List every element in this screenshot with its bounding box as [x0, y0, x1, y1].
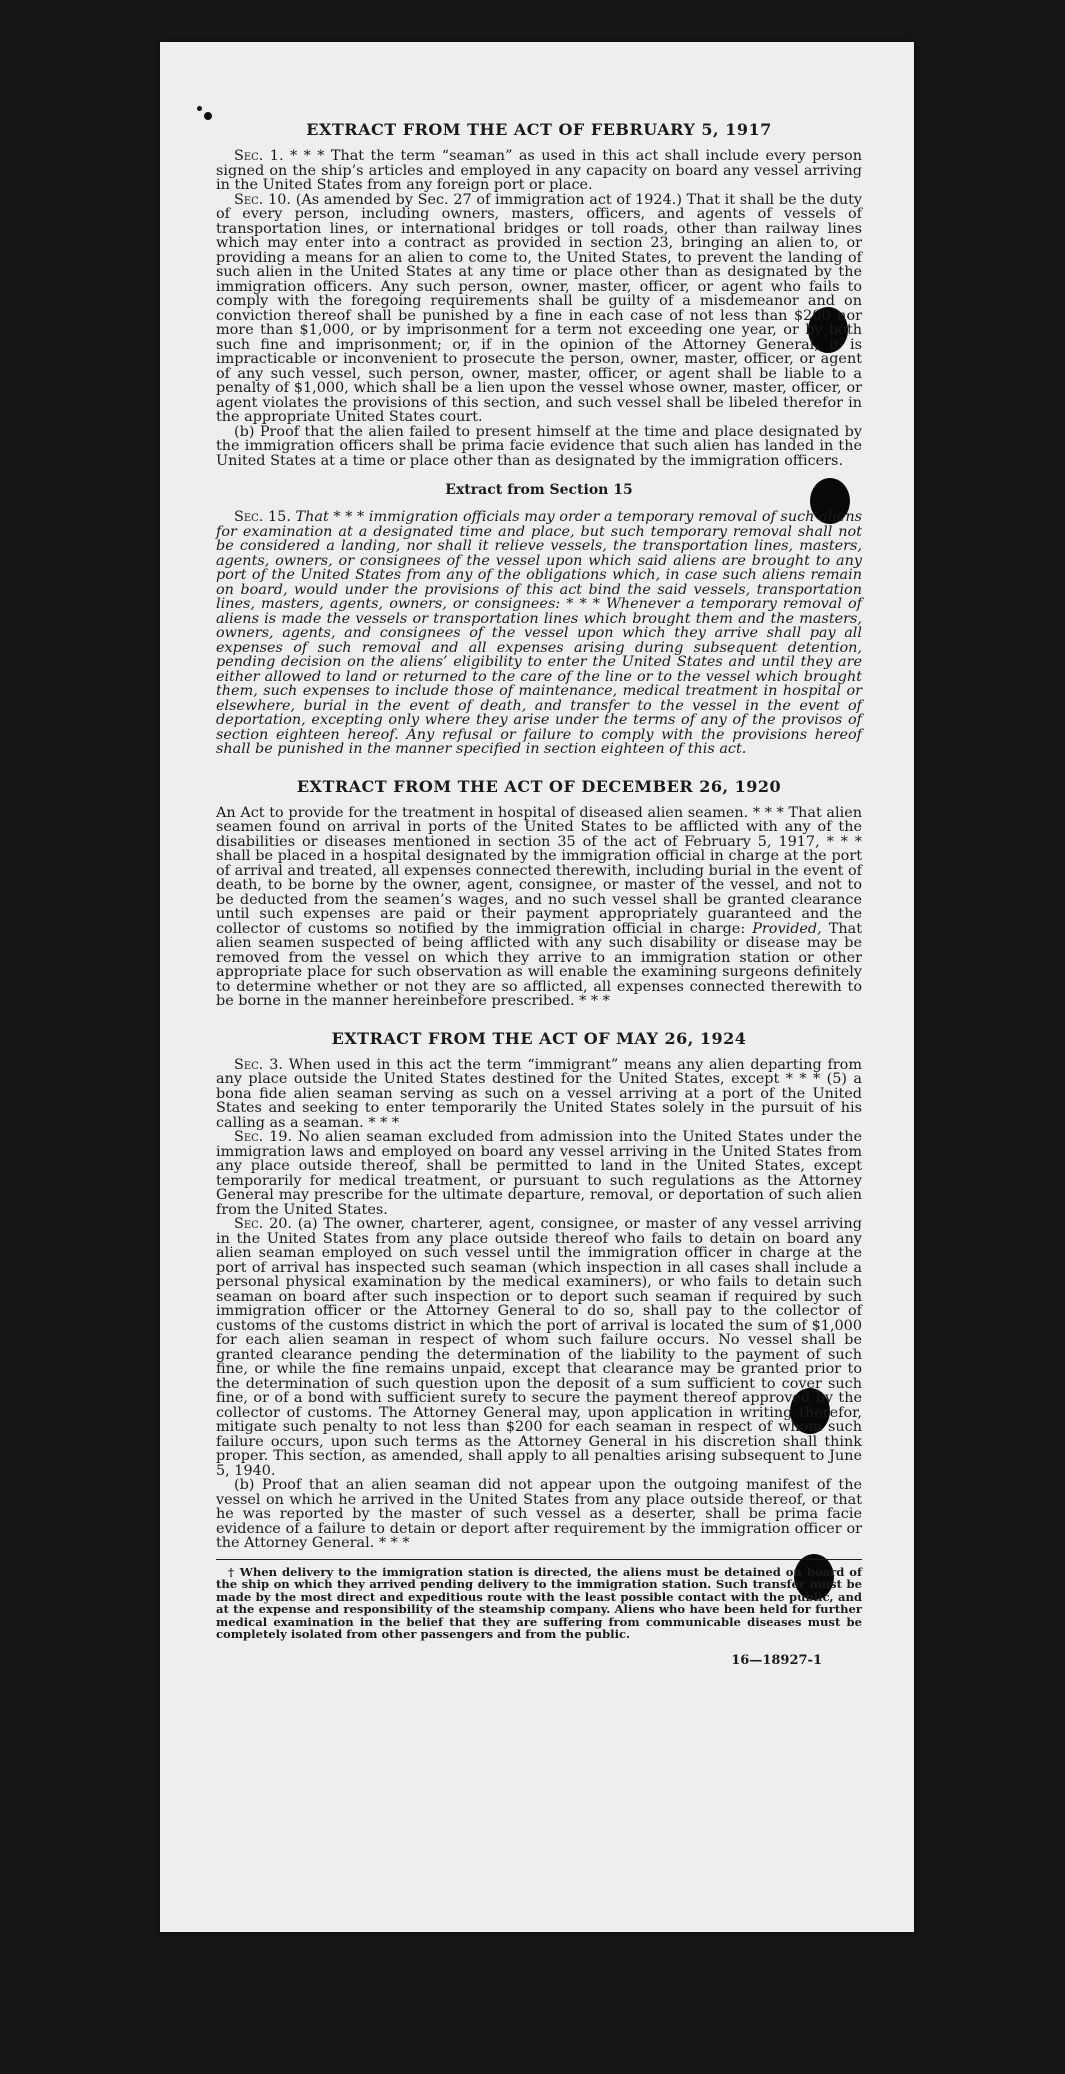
section-19-paragraph: [216, 1130, 862, 1217]
section-label: Sec. 15.: [234, 509, 291, 525]
section-text: That * * * immigration officials may order a temporary removal of such aliens for examination at a designated time and place, but such temporary removal shall not be considered a landing, nor shall it relieve vessels, the transportation lines, masters, agents, owners, or consignees of the vessel upon which said aliens are brought to any port of the United States from any of the obligations which, in case such aliens remain on board, would under the provisions of this act bind the said vessels, transportation lines, masters, agents, owners, or consignees: * * * Whenever a temporary removal of aliens is made the vessels or transportation lines which brought them and the masters, owners, agents, and consignees of the vessel upon which they arrive shall pay all expenses of such removal and all expenses arising during subsequent detention, pending decision on the aliens’ eligibility to enter the United States and until they are either allowed to land or returned to the care of the line or to the vessel which brought them, such expenses to include those of maintenance, medical treatment in hospital or elsewhere, burial in the event of death, and transfer to the vessel in the event of deportation, excepting only where they arise under the terms of any of the provisos of section eighteen hereof. Any refusal or failure to comply with the provisions hereof shall be punished in the manner specified in section eighteen of this act.: [216, 509, 862, 757]
section-15-paragraph: [216, 510, 862, 757]
section-text: (As amended by Sec. 27 of immigration act of 1924.) That it shall be the duty of every person, including owners, masters, officers, and agents of vessels of transportation lines, or international bridges or toll roads, other than railway lines which may enter into a contract as provided in section 23, bringing an alien to, or providing a means for an alien to come to, the United States, to prevent the landing of such alien in the United States at any time or place other than as designated by the immigration officers. Any such person, owner, master, officer, or agent who fails to comply with the foregoing requirements shall be guilty of a misdemeanor and on conviction thereof shall be punished by a fine in each case of not less than $200 nor more than $1,000, or by imprisonment for a term not exceeding one year, or by both such fine and imprisonment; or, if in the opinion of the Attorney General, it is impracticable or inconvenient to prosecute the person, owner, master, officer, or agent of any such vessel, such person, owner, master, officer, or agent shall be liable to a penalty of $1,000, which shall be a lien upon the vessel whose owner, master, officer, or agent violates the provisions of this section, and such vessel shall be libeled therefor in the appropriate United States court.: [216, 191, 862, 425]
section-10-subsection-b: (b) Proof that the alien failed to present himself at the time and place designated by the immigration officers shall be prima facie evidence that such alien has landed in the United States at a time or place other than as designated by the immigration officers.: [216, 423, 862, 469]
footnote-divider: [216, 1559, 862, 1560]
heading-act-1920: EXTRACT FROM THE ACT OF DECEMBER 26, 1920: [296, 776, 782, 796]
section-3-paragraph: [216, 1058, 862, 1131]
section-label: Sec. 20.: [234, 1216, 293, 1232]
act-1920-paragraph: [216, 806, 862, 1009]
section-text: (a) The owner, charterer, agent, consignee, or master of any vessel arriving in the United States from any place outside thereof who fails to detain on board any alien seaman employed on such vessel until the immigration officer in charge at the port of arrival has inspected such seaman (which inspection in all cases shall include a personal physical examination by the medical examiners), or who fails to detain such seaman on board after such inspection or to deport such seaman if required by such immigration officer or the Attorney General to do so, shall pay to the collector of customs of the customs district in which the port of arrival is located the sum of $1,000 for each alien seaman in respect of whom such failure occurs. No vessel shall be granted clearance pending the determination of the liability to the payment of such fine, or while the fine remains unpaid, except that clearance may be granted prior to the determination of such question upon the deposit of a sum sufficient to cover such fine, or of a bond with sufficient surety to secure the payment thereof approved by the collector of customs. The Attorney General may, upon application in writing therefor, mitigate such penalty to not less than $200 for each seaman in respect of whom such failure occurs, upon such terms as the Attorney General in his discretion shall think proper. This section, as amended, shall apply to all penalties arising subsequent to June 5, 1940.: [216, 1216, 862, 1479]
act-text-continued: That alien seamen suspected of being afflicted with any such disability or disease may be removed from the vessel on which they arrive to an immigration station or other appropriate place for such observation as will enable the examining surgeons definitely to determine whether or not they are so afflicted, all expenses connected therewith to be borne in the manner hereinbefore prescribed. * * *: [216, 920, 863, 1009]
section-1-paragraph: [216, 149, 862, 193]
act-text: An Act to provide for the treatment in hospital of diseased alien seamen. * * * That alien seamen found on arrival in ports of the United States to be afflicted with any of the disabilities or diseases mentioned in section 35 of the act of February 5, 1917, * * * shall be placed in a hospital designated by the immigration official in charge at the port of arrival and treated, all expenses connected therewith, including burial in the event of death, to be borne by the owner, agent, consignee, or master of the vessel, and not to be deducted from the seamen’s wages, and no such vessel shall be granted clearance until such expenses are paid or their payment appropriately guaranteed and the collector of customs so notified by the immigration official in charge:: [216, 804, 862, 937]
ink-spot: [197, 106, 202, 111]
section-20-paragraph: [216, 1217, 862, 1478]
heading-act-1917: EXTRACT FROM THE ACT OF FEBRUARY 5, 1917: [306, 120, 772, 139]
section-text: No alien seaman excluded from admission into the United States under the immigration laws and employed on board any vessel arriving in the United States from any place outside thereof, shall be permitted to land in the United States, except temporarily for medical treatment, or pursuant to such regulations as the Attorney General may prescribe for the ultimate departure, removal, or deportation of such alien from the United States.: [216, 1129, 862, 1218]
section-text: When used in this act the term “immigrant” means any alien departing from any place outside the United States destined for the United States, except * * * (5) a bona fide alien seaman serving as such on a vessel arriving at a port of the United States and seeking to enter temporarily the United States solely in the pursuit of his calling as a seaman. * * *: [216, 1056, 862, 1131]
section-label: Sec. 1.: [234, 148, 284, 164]
form-number: 16—18927-1: [731, 1653, 822, 1669]
section-label: Sec. 10.: [234, 191, 291, 208]
heading-act-1924: EXTRACT FROM THE ACT OF MAY 26, 1924: [331, 1028, 747, 1048]
section-10-paragraph: [216, 193, 862, 425]
heading-section-15: Extract from Section 15: [445, 482, 633, 498]
document-body: [216, 120, 862, 1668]
footnote: † When delivery to the immigration station is directed, the aliens must be detained on board of the ship on which they arrived pending delivery to the immigration station. Such transfer must be made by the most direct and expeditious route with the least possible contact with the public, and at the expense and responsibility of the steamship company. Aliens who have been held for further medical examination in the belief that they are suffering from communicable diseases must be completely isolated from other passengers and from the public.: [216, 1564, 862, 1642]
document-page: [160, 42, 914, 1932]
section-text: * * * That the term “seaman” as used in this act shall include every person signed on the ship’s articles and employed in any capacity on board any vessel arriving in the United States from any foreign port or place.: [216, 148, 862, 193]
section-label: Sec. 19.: [234, 1129, 293, 1145]
section-20-subsection-b: (b) Proof that an alien seaman did not appear upon the outgoing manifest of the vessel on which he arrived in the United States from any place outside thereof, or that he was reported by the master of such vessel as a deserter, shall be prima facie evidence of a failure to detain or deport after requirement by the immigration officer or the Attorney General. * * *: [216, 1477, 862, 1551]
section-label: Sec. 3.: [234, 1056, 283, 1073]
proviso-word: Provided,: [752, 920, 822, 937]
ink-spot: [204, 112, 212, 120]
